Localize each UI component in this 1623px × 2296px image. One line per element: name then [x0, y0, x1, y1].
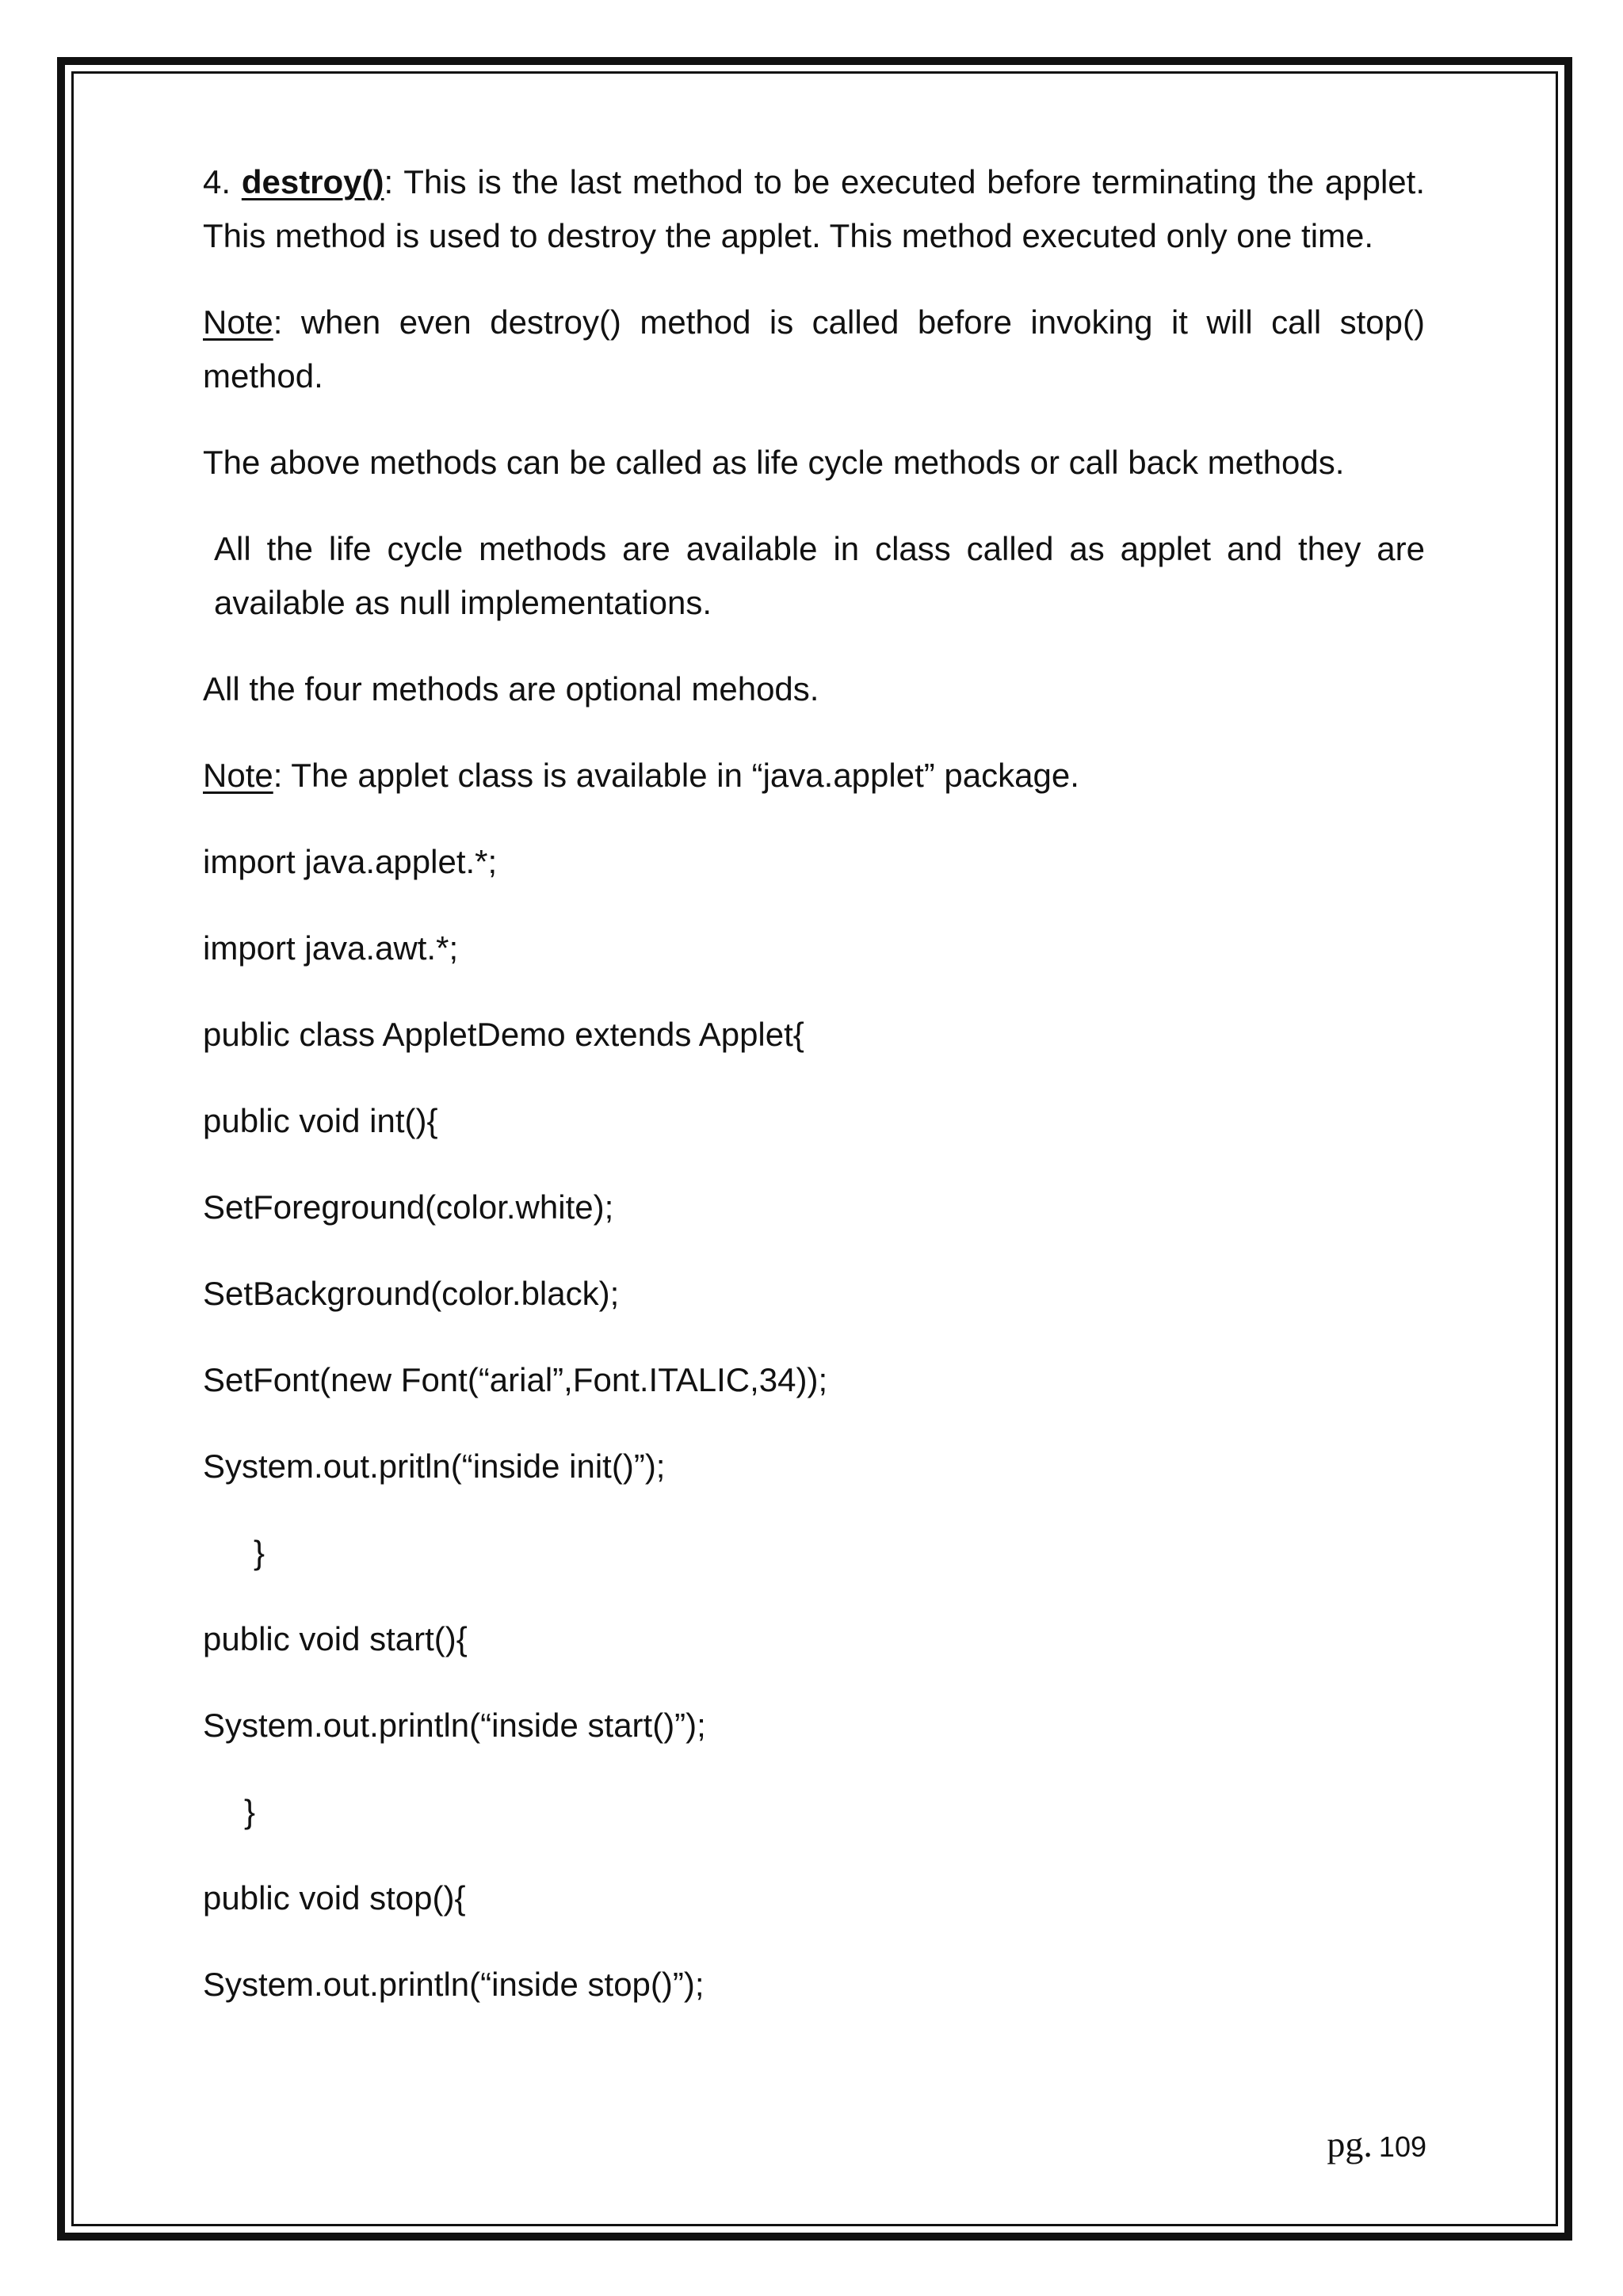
note-package-paragraph [203, 749, 1425, 803]
code-line: public void start(){ [203, 1620, 468, 1657]
code-line: public class AppletDemo extends Applet{ [203, 1016, 804, 1053]
code-line: System.out.println(“inside start()”); [203, 1707, 706, 1744]
code-line: SetFont(new Font(“arial”,Font.ITALIC,34)); [203, 1361, 828, 1398]
destroy-paragraph [203, 155, 1425, 263]
code-line: SetBackground(color.black); [203, 1275, 620, 1312]
code-line: System.out.println(“inside stop()”); [203, 1966, 705, 2003]
note-text: : when even destroy() method is called before invoking it will call stop() method. [203, 303, 1425, 395]
page-number: 109 [1378, 2130, 1426, 2163]
destroy-term: destroy() [241, 163, 384, 200]
code-line: public void stop(){ [203, 1879, 466, 1917]
lifecycle-paragraph: The above methods can be called as life cycle methods or call back methods. [203, 444, 1345, 481]
code-line: } [244, 1793, 256, 1830]
page-footer [1327, 2123, 1426, 2165]
note-label: Note [203, 757, 273, 794]
code-line: public void int(){ [203, 1102, 438, 1139]
note-destroy-paragraph [203, 296, 1425, 403]
code-line: import java.applet.*; [203, 843, 498, 880]
page-label: pg. [1327, 2124, 1373, 2164]
code-line: import java.awt.*; [203, 929, 459, 967]
optional-methods-paragraph: All the four methods are optional mehods. [203, 670, 819, 707]
destroy-number: 4. [203, 163, 242, 200]
code-line: } [254, 1534, 265, 1571]
destroy-text: : This is the last method to be executed before terminating the applet. This method is used to destroy the applet. This method executed only one time. [203, 163, 1425, 254]
code-line: SetForeground(color.white); [203, 1188, 614, 1226]
page-content [203, 155, 1425, 2012]
note-text: : The applet class is available in “java.applet” package. [273, 757, 1079, 794]
code-line: System.out.pritln(“inside init()”); [203, 1447, 666, 1485]
note-label: Note [203, 303, 273, 341]
code-listing [203, 835, 1425, 2012]
null-implementations-paragraph: All the life cycle methods are available in class called as applet and they are available as null implementations. [214, 530, 1425, 621]
